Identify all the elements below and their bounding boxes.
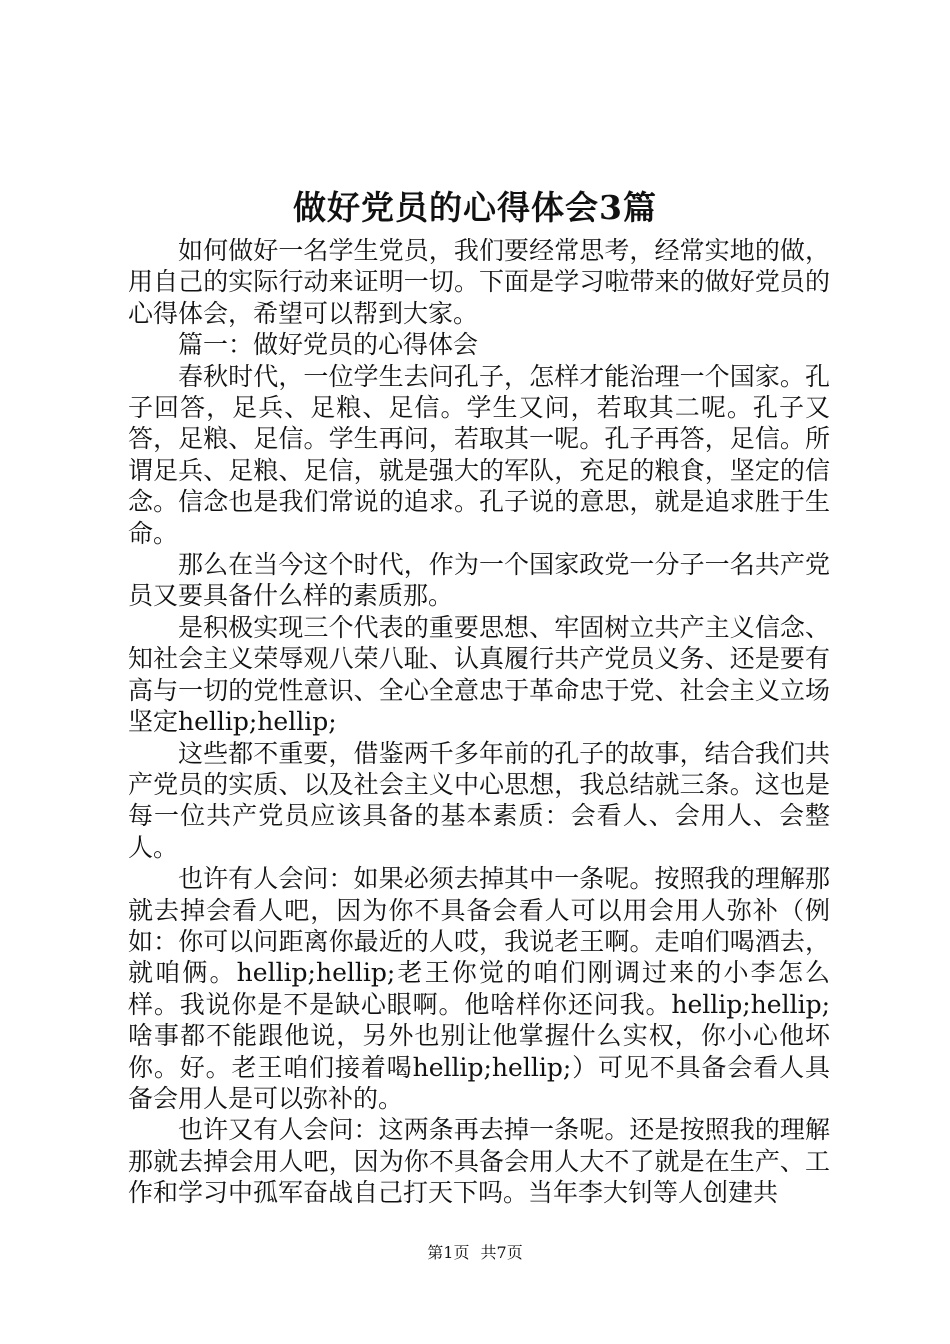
- paragraph-intro: 如何做好一名学生党员，我们要经常思考，经常实地的做，用自己的实际行动来证明一切。下面是学习啦带来的做好党员的心得体会，希望可以帮到大家。: [128, 236, 830, 328]
- paragraph: 这些都不重要，借鉴两千多年前的孔子的故事，结合我们共产党员的实质、以及社会主义中心思想，我总结就三条。这也是每一位共产党员应该具备的基本素质：会看人、会用人、会整人。: [128, 738, 830, 862]
- paragraph: 那么在当今这个时代，作为一个国家政党一分子一名共产党员又要具备什么样的素质那。: [128, 550, 830, 611]
- paragraph: 也许有人会问：如果必须去掉其中一条呢。按照我的理解那就去掉会看人吧，因为你不具备会看人可以用会用人弥补（例如：你可以问距离你最近的人哎，我说老王啊。走咱们喝酒去，就咱俩。hellip;hellip;老王你觉的咱们刚调过来的小李怎么样。我说你是不是缺心眼啊。他啥样你还问我。hellip;hellip;啥事都不能跟他说，另外也别让他掌握什么实权，你小心他坏你。好。老王咱们接着喝hellip;hellip;）可见不具备会看人具备会用人是可以弥补的。: [128, 864, 830, 1113]
- paragraph: 也许又有人会问：这两条再去掉一条呢。还是按照我的理解那就去掉会用人吧，因为你不具备会用人大不了就是在生产、工作和学习中孤军奋战自己打天下吗。当年李大钊等人创建共: [128, 1115, 830, 1208]
- section-heading: 篇一：做好党员的心得体会: [178, 330, 479, 360]
- paragraph: 是积极实现三个代表的重要思想、牢固树立共产主义信念、知社会主义荣辱观八荣八耻、认真履行共产党员义务、还是要有高与一切的党性意识、全心全意忠于革命忠于党、社会主义立场坚定hellip;hellip;: [128, 612, 830, 737]
- document-body: [128, 235, 830, 1209]
- document-title: 做好党员的心得体会3篇: [293, 188, 657, 227]
- page-footer: 第1页 共7页: [427, 1243, 523, 1262]
- paragraph: 春秋时代，一位学生去问孔子，怎样才能治理一个国家。孔子回答，足兵、足粮、足信。学生又问，若取其二呢。孔子又答，足粮、足信。学生再问，若取其一呢。孔子再答，足信。所谓足兵、足粮、足信，就是强大的军队，充足的粮食，坚定的信念。信念也是我们常说的追求。孔子说的意思，就是追求胜于生命。: [128, 361, 830, 548]
